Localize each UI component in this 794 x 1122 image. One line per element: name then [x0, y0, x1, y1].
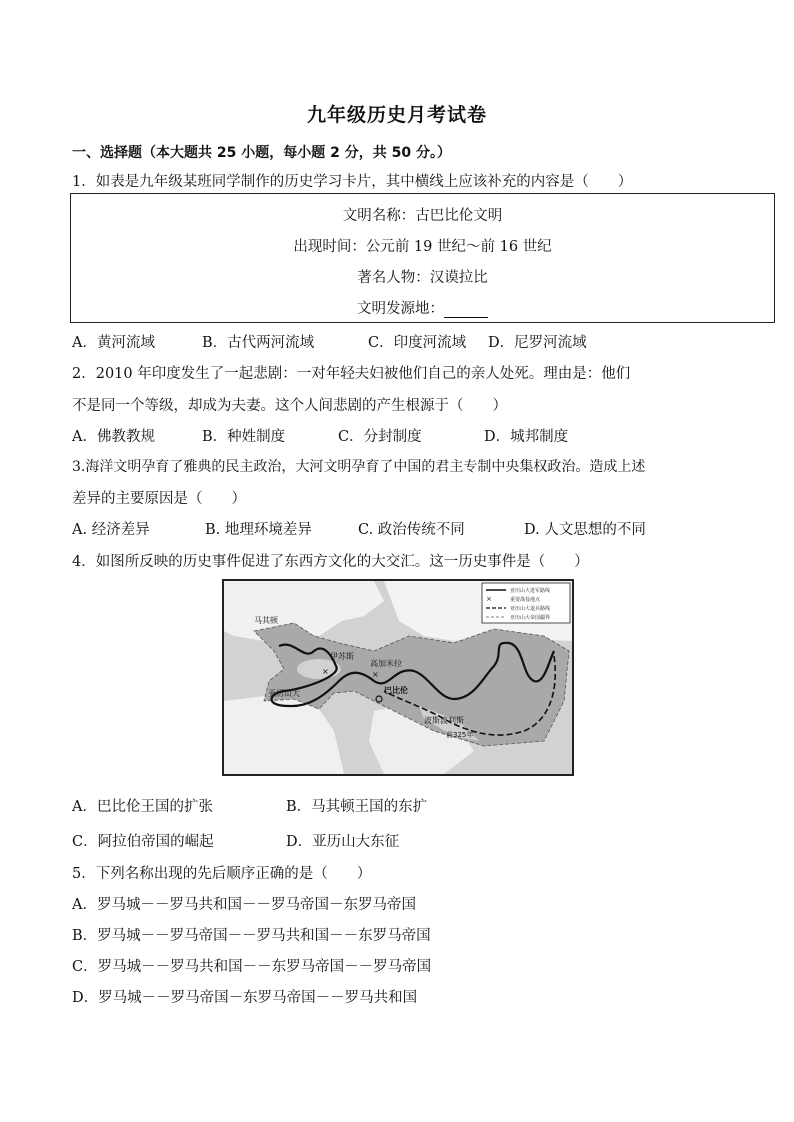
q5-stem: 5．下列名称出现的先后顺序正确的是（ ） — [72, 866, 372, 882]
q3-stem-line1: 3.海洋文明孕育了雅典的民主政治，大河文明孕育了中国的君主专制中央集权政治。造成上述 — [72, 459, 646, 475]
q2-option-c[interactable]: C．分封制度 — [338, 429, 422, 445]
q3-option-c[interactable]: C. 政治传统不同 — [358, 522, 465, 538]
q5-option-b[interactable]: B．罗马城－－罗马帝国－－罗马共和国－－东罗马帝国 — [72, 928, 431, 944]
battle-mark-issus: × — [322, 667, 329, 676]
q5-option-a[interactable]: A．罗马城－－罗马共和国－－罗马帝国－东罗马帝国 — [72, 897, 416, 913]
label-macedonia: 马其顿 — [254, 616, 278, 625]
q3-stem-line2: 差异的主要原因是（ ） — [72, 491, 246, 507]
q3-option-b[interactable]: B. 地理环境差异 — [205, 522, 312, 538]
label-gaugamela: 高加米拉 — [370, 659, 402, 668]
q2-stem-line1: 2．2010 年印度发生了一起悲剧：一对年轻夫妇被他们自己的亲人处死。理由是：他们 — [72, 366, 631, 382]
q3-option-a[interactable]: A. 经济差异 — [72, 522, 150, 538]
exam-title: 九年级历史月考试卷 — [306, 104, 487, 126]
label-return-year: 前325年 — [446, 731, 474, 739]
battle-mark-gaugamela: × — [372, 670, 379, 679]
q2-option-a[interactable]: A．佛教教规 — [72, 429, 155, 445]
answer-blank[interactable] — [444, 303, 488, 318]
q5-option-d[interactable]: D．罗马城－－罗马帝国－东罗马帝国－－罗马共和国 — [72, 990, 418, 1006]
legend-border: 亚历山大帝国疆界 — [510, 615, 551, 621]
q2-option-b[interactable]: B．种姓制度 — [202, 429, 286, 445]
legend-advance: 亚历山大进军路线 — [510, 588, 551, 594]
alexander-campaign-map — [222, 579, 574, 776]
q5-option-c[interactable]: C．罗马城－－罗马共和国－－东罗马帝国－－罗马帝国 — [72, 959, 432, 975]
q3-option-d[interactable]: D. 人文思想的不同 — [524, 522, 646, 538]
card-origin — [71, 297, 774, 318]
legend-mark-battle: × — [486, 595, 492, 603]
legend-return: 亚历山大退兵路线 — [510, 606, 551, 612]
q1-option-c[interactable]: C．印度河流域 — [368, 335, 467, 351]
q1-option-b[interactable]: B．古代两河流域 — [202, 335, 315, 351]
section-heading: 一、选择题（本大题共 25 小题，每小题 2 分，共 50 分。） — [72, 145, 451, 161]
q4-option-a[interactable]: A．巴比伦王国的扩张 — [72, 799, 213, 815]
q2-option-d[interactable]: D．城邦制度 — [484, 429, 569, 445]
q4-option-d[interactable]: D．亚历山大东征 — [286, 834, 400, 850]
map-svg — [224, 581, 572, 774]
q4-stem: 4．如图所反映的历史事件促进了东西方文化的大交汇。这一历史事件是（ ） — [72, 554, 589, 570]
label-issus: 伊苏斯 — [330, 652, 354, 661]
q1-stem: 1．如表是九年级某班同学制作的历史学习卡片，其中横线上应该补充的内容是（ ） — [72, 174, 633, 190]
q1-option-a[interactable]: A．黄河流域 — [72, 335, 155, 351]
q4-option-c[interactable]: C．阿拉伯帝国的崛起 — [72, 834, 214, 850]
q1-study-card — [70, 193, 775, 323]
q4-option-b[interactable]: B．马其顿王国的东扩 — [286, 799, 428, 815]
label-persepolis: 波斯波利斯 — [424, 716, 464, 725]
legend-battle: 重要战役地点 — [510, 597, 541, 603]
card-person: 著名人物：汉谟拉比 — [357, 270, 488, 286]
label-babylon: 巴比伦 — [384, 686, 408, 695]
card-time: 出现时间：公元前 19 世纪～前 16 世纪 — [293, 239, 552, 255]
q2-stem-line2: 不是同一个等级，却成为夫妻。这个人间悲剧的产生根源于（ ） — [72, 398, 507, 414]
q1-option-d[interactable]: D．尼罗河流域 — [488, 335, 587, 351]
label-alexandria: 亚历山大 — [268, 689, 300, 698]
card-origin-label: 文明发源地： — [357, 301, 444, 317]
card-name: 文明名称：古巴比伦文明 — [342, 208, 503, 224]
